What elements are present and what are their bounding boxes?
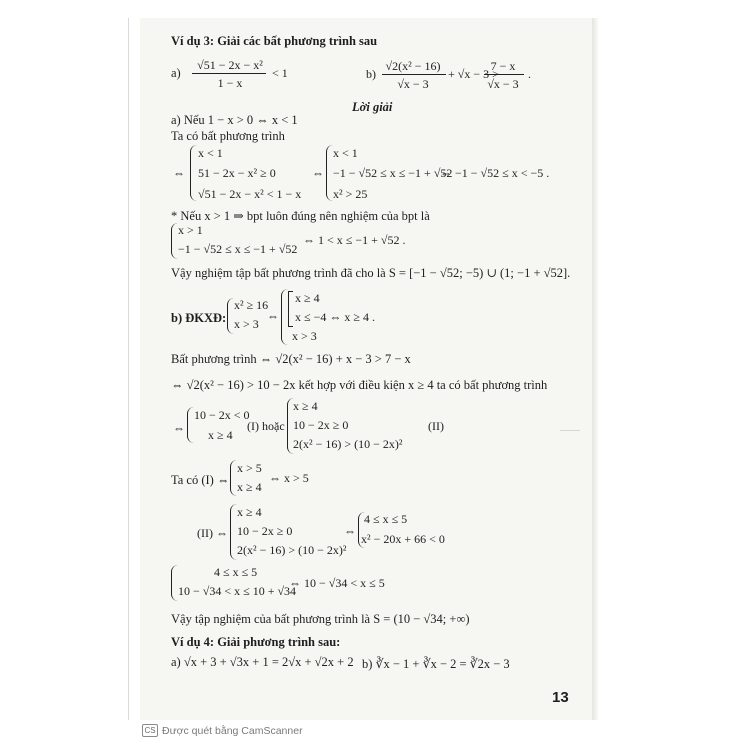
part-b-last-result: ⇔ 10 − √34 < x ≤ 5 bbox=[289, 576, 385, 590]
part-b-last-brace bbox=[171, 565, 178, 601]
part-a-conclusion: Vậy nghiệm tập bất phương trình đã cho là S = [−1 − √52; −5) ∪ (1; −1 + √52]. bbox=[171, 266, 571, 280]
part-b-II-mid: ⇔ bbox=[344, 524, 356, 538]
part-a-sys1-brace bbox=[190, 145, 197, 201]
example3-b-frac2-numerator: 7 − x bbox=[490, 59, 516, 73]
part-b-II-brace bbox=[230, 504, 237, 560]
part-b-dkxd-brace2 bbox=[281, 289, 288, 345]
part-a-intro: Ta có bất phương trình bbox=[171, 129, 285, 143]
part-b-dkxd-label: b) ĐKXĐ: bbox=[171, 311, 227, 325]
part-b-dkxd-bracket bbox=[288, 291, 293, 327]
part-a-sys2-prefix: ⇔ bbox=[312, 166, 324, 180]
part-a-case1: a) Nếu 1 − x > 0 ⇔ x < 1 bbox=[171, 113, 298, 127]
part-b-II2-line2: x² − 20x + 66 < 0 bbox=[361, 532, 445, 546]
part-b-taco-prefix: Ta có (I) ⇔ bbox=[171, 473, 230, 487]
part-b-II-line3: 2(x² − 16) > (10 − 2x)² bbox=[237, 543, 347, 557]
part-b-dkxd-mid: ⇔ bbox=[267, 309, 279, 323]
part-b-taco-brace bbox=[230, 460, 237, 496]
part-b-line1: Bất phương trình ⇔ √2(x² − 16) + x − 3 > 7 − x bbox=[171, 352, 411, 366]
part-b-sysI-line2: x ≥ 4 bbox=[208, 428, 233, 442]
part-b-taco-result: ⇔ x > 5 bbox=[269, 471, 309, 485]
part-a-sys1-line1: x < 1 bbox=[198, 146, 223, 160]
example3-a-numerator: √51 − 2x − x² bbox=[197, 58, 263, 72]
part-a-sys2-brace bbox=[326, 145, 333, 201]
part-b-sysII-line3: 2(x² − 16) > (10 − 2x)² bbox=[293, 437, 403, 451]
camscanner-logo-icon: CS bbox=[142, 724, 158, 737]
part-a-sys1-prefix: ⇔ bbox=[173, 166, 185, 180]
part-b-II2-line1: 4 ≤ x ≤ 5 bbox=[364, 512, 408, 526]
part-a-sys2-line3: x² > 25 bbox=[333, 187, 368, 201]
part-b-dkxd2-line2: x ≤ −4 ⇔ x ≥ 4 . bbox=[295, 310, 375, 324]
scanner-footer-text: Được quét bằng CamScanner bbox=[162, 724, 303, 737]
part-a-sys2-line2: −1 − √52 ≤ x ≤ −1 + √52 bbox=[333, 166, 453, 180]
example3-b-frac1-denominator: √x − 3 bbox=[397, 77, 429, 91]
part-b-sysI-line1: 10 − 2x < 0 bbox=[194, 408, 250, 422]
example4-a: a) √x + 3 + √3x + 1 = 2√x + √2x + 2 bbox=[171, 655, 354, 669]
solution-title: Lời giải bbox=[352, 100, 393, 114]
part-b-taco-line1: x > 5 bbox=[237, 461, 262, 475]
part-b-dkxd-line2: x > 3 bbox=[234, 317, 259, 331]
part-b-sysI-label: (I) hoặc bbox=[247, 419, 285, 433]
example3-a-label: a) bbox=[171, 66, 181, 80]
part-a-sys3-line1: x > 1 bbox=[178, 223, 203, 237]
part-b-II-prefix: (II) ⇔ bbox=[197, 526, 228, 540]
part-b-dkxd2-line1: x ≥ 4 bbox=[295, 291, 320, 305]
part-a-sys3-line2: −1 − √52 ≤ x ≤ −1 + √52 bbox=[178, 242, 298, 256]
part-b-conclusion: Vậy tập nghiệm của bất phương trình là S = (10 − √34; +∞) bbox=[171, 612, 470, 626]
part-b-dkxd2-line3: x > 3 bbox=[292, 329, 317, 343]
part-b-II-line1: x ≥ 4 bbox=[237, 505, 262, 519]
example3-a-fraction-bar bbox=[192, 73, 266, 74]
part-b-last-line2: 10 − √34 < x ≤ 10 + √34 bbox=[178, 584, 297, 598]
part-b-sysII-line2: 10 − 2x ≥ 0 bbox=[293, 418, 349, 432]
part-a-sys1-line3: √51 − 2x − x² < 1 − x bbox=[198, 187, 302, 201]
example3-title: Ví dụ 3: Giải các bất phương trình sau bbox=[171, 34, 378, 48]
part-b-sysII-line1: x ≥ 4 bbox=[293, 399, 318, 413]
part-b-sysI-brace bbox=[187, 407, 194, 443]
example3-a-rhs: < 1 bbox=[272, 66, 288, 80]
example3-b-end: . bbox=[528, 67, 531, 81]
part-a-sys2-result: ⇔ −1 − √52 ≤ x < −5 . bbox=[440, 166, 550, 180]
part-b-sysII-label: (II) bbox=[428, 419, 444, 433]
example3-b-frac2-denominator: √x − 3 bbox=[487, 77, 519, 91]
bleed-mark bbox=[560, 430, 580, 431]
part-b-dkxd-line1: x² ≥ 16 bbox=[234, 298, 269, 312]
example3-b-label: b) bbox=[366, 67, 376, 81]
scanner-footer bbox=[142, 724, 303, 737]
part-a-case2: * Nếu x > 1 ⇒ bpt luôn đúng nên nghiệm của bpt là bbox=[171, 209, 430, 223]
part-a-sys3-brace bbox=[171, 223, 178, 259]
part-b-line2: ⇔ √2(x² − 16) > 10 − 2x kết hợp với điều kiện x ≥ 4 ta có bất phương trình bbox=[171, 378, 548, 392]
part-b-dkxd-brace bbox=[227, 298, 234, 334]
example3-b-frac1-bar bbox=[382, 74, 446, 75]
part-b-last-line1: 4 ≤ x ≤ 5 bbox=[214, 565, 258, 579]
example4-title: Ví dụ 4: Giải phương trình sau: bbox=[171, 635, 341, 649]
part-b-taco-line2: x ≥ 4 bbox=[237, 480, 262, 494]
example3-b-frac1-numerator: √2(x² − 16) bbox=[385, 59, 441, 73]
example4-b: b) ∛x − 1 + ∛x − 2 = ∛2x − 3 bbox=[362, 657, 510, 671]
page-edge-shade bbox=[592, 18, 598, 720]
example3-b-frac2-bar bbox=[484, 74, 524, 75]
part-a-sys1-line2: 51 − 2x − x² ≥ 0 bbox=[198, 166, 276, 180]
part-b-sysI-prefix: ⇔ bbox=[173, 421, 185, 435]
page-gutter-line bbox=[128, 18, 129, 720]
example3-b-middle: + √x − 3 > bbox=[448, 67, 499, 81]
part-a-sys2-line1: x < 1 bbox=[333, 146, 358, 160]
part-a-sys3-result: ⇔ 1 < x ≤ −1 + √52 . bbox=[303, 233, 406, 247]
page-number: 13 bbox=[552, 689, 569, 706]
part-b-II-line2: 10 − 2x ≥ 0 bbox=[237, 524, 293, 538]
example3-a-denominator: 1 − x bbox=[217, 76, 243, 90]
